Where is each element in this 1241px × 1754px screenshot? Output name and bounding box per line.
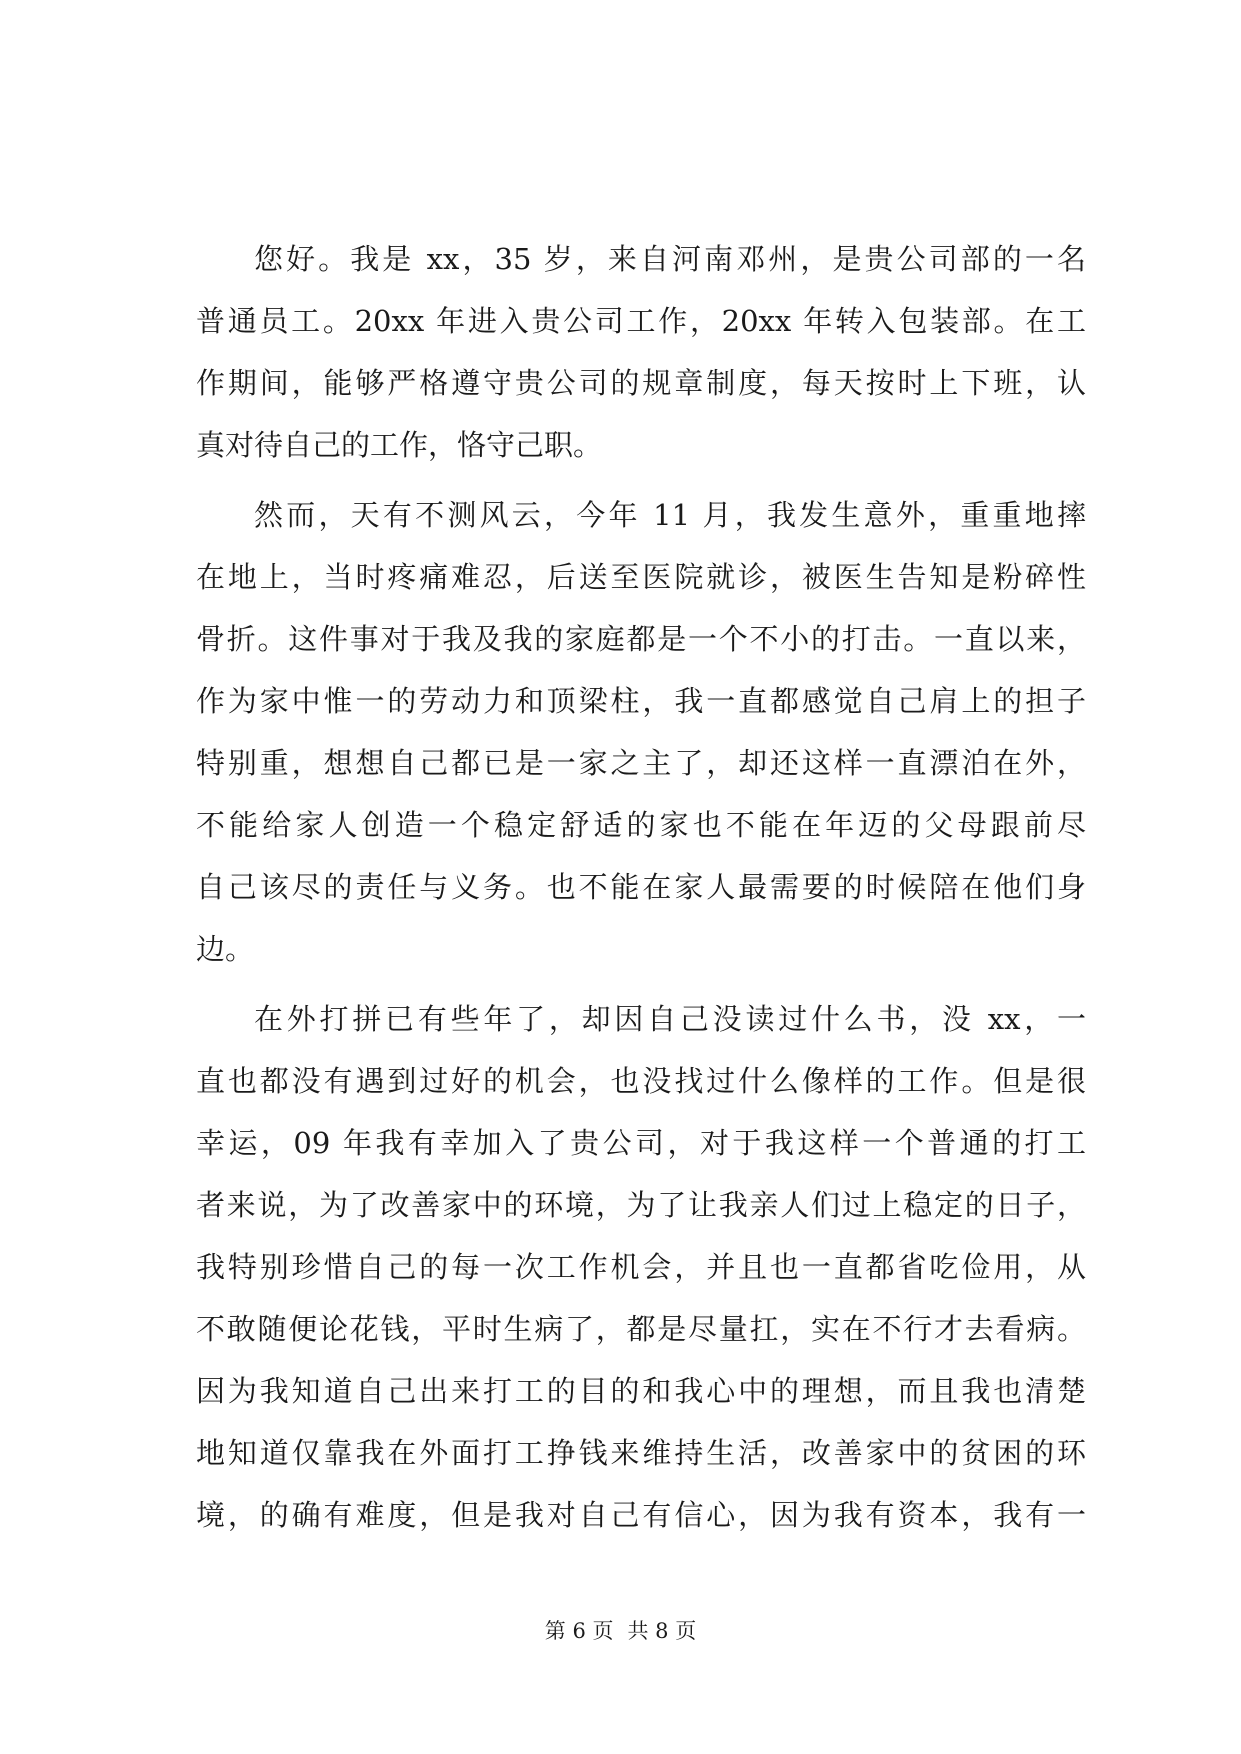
paragraph-3	[196, 988, 1086, 1546]
text-line: 在地上，当时疼痛难忍，后送至医院就诊，被医生告知是粉碎性	[196, 560, 1086, 594]
text-line: 地知道仅靠我在外面打工挣钱来维持生活，改善家中的贫困的环	[196, 1436, 1086, 1470]
document-body	[196, 228, 1086, 1546]
text-line: 不敢随便论花钱，平时生病了，都是尽量扛，实在不行才去看病。	[196, 1312, 1086, 1346]
text-line: 在外打拼已有些年了，却因自己没读过什么书，没 xx，一	[254, 1002, 1086, 1036]
paragraph-2	[196, 484, 1086, 980]
page-footer	[0, 1616, 1241, 1646]
text-line: 不能给家人创造一个稳定舒适的家也不能在年迈的父母跟前尽	[196, 808, 1086, 842]
text-line: 特别重，想想自己都已是一家之主了，却还这样一直漂泊在外，	[196, 746, 1086, 780]
text-line: 因为我知道自己出来打工的目的和我心中的理想，而且我也清楚	[196, 1374, 1086, 1408]
text-line: 直也都没有遇到过好的机会，也没找过什么像样的工作。但是很	[196, 1064, 1086, 1098]
paragraph-gap	[196, 980, 1086, 988]
page-number: 第 6 页	[544, 1619, 614, 1643]
paragraph-1	[196, 228, 1086, 476]
text-line: 境，的确有难度，但是我对自己有信心，因为我有资本，我有一	[196, 1498, 1086, 1532]
text-line: 然而，天有不测风云，今年 11 月，我发生意外，重重地摔	[254, 498, 1086, 532]
text-line: 作期间，能够严格遵守贵公司的规章制度，每天按时上下班，认	[196, 366, 1086, 400]
text-line: 边。	[196, 932, 255, 966]
text-line: 自己该尽的责任与义务。也不能在家人最需要的时候陪在他们身	[196, 870, 1086, 904]
page-total: 共 8 页	[627, 1619, 697, 1643]
text-line: 骨折。这件事对于我及我的家庭都是一个不小的打击。一直以来，	[196, 622, 1086, 656]
text-line: 我特别珍惜自己的每一次工作机会，并且也一直都省吃俭用，从	[196, 1250, 1086, 1284]
text-line: 您好。我是 xx，35 岁，来自河南邓州，是贵公司部的一名	[254, 242, 1086, 276]
text-line: 幸运，09 年我有幸加入了贵公司，对于我这样一个普通的打工	[196, 1126, 1086, 1160]
text-line: 作为家中惟一的劳动力和顶梁柱，我一直都感觉自己肩上的担子	[196, 684, 1086, 718]
text-line: 普通员工。20xx 年进入贵公司工作，20xx 年转入包装部。在工	[196, 304, 1086, 338]
paragraph-gap	[196, 476, 1086, 484]
text-line: 真对待自己的工作，恪守己职。	[196, 428, 603, 462]
text-line: 者来说，为了改善家中的环境，为了让我亲人们过上稳定的日子，	[196, 1188, 1086, 1222]
